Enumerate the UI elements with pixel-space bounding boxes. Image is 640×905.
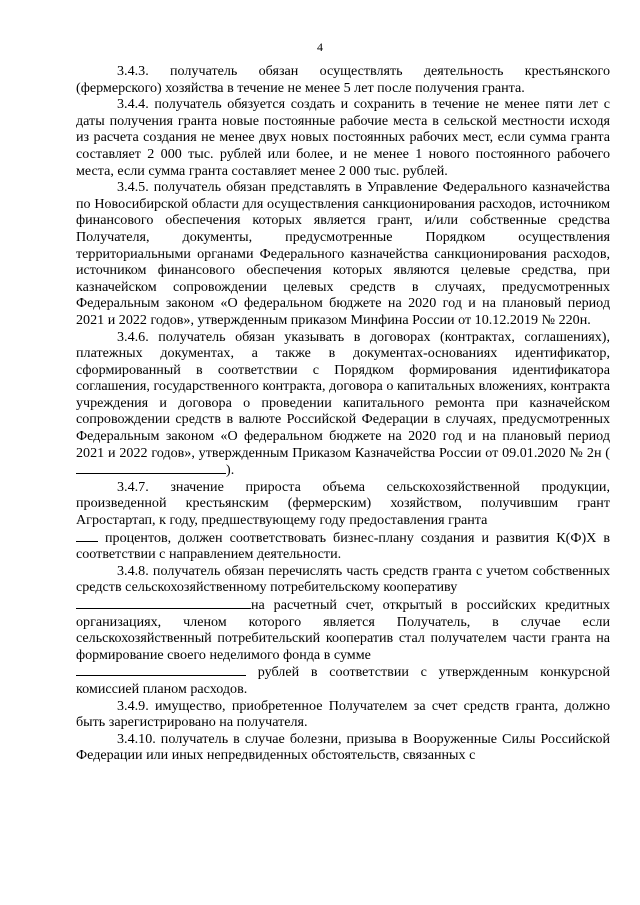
paragraph-3-4-6 xyxy=(76,329,610,479)
paragraph-3-4-8-amount-text: рублей в соответствии с утвержденным конкурсной комиссией планом расходов. xyxy=(76,664,610,697)
paragraph-3-4-4: 3.4.4. получатель обязуется создать и сохранить в течение не менее пяти лет с даты получения гранта новые постоянные рабочие места в сельской местности исходя из расчета создания не менее двух новых постоянных рабочих мест, если сумма гранта составляет 2 000 тыс. рублей или более, и не менее 1 нового постоянного рабочего места, если сумма гранта составляет менее 2 000 тыс. рублей. xyxy=(76,96,610,179)
blank-field xyxy=(76,596,251,609)
paragraph-3-4-8-cont-text: на расчетный счет, открытый в российских кредитных организациях, членом которого является Получатель, в случае если сельскохозяйственный потребительский кооператив стал получателем части гранта на формирование своего неделимого фонда в сумме xyxy=(76,597,610,663)
page-number: 4 xyxy=(317,40,323,54)
paragraph-3-4-7: 3.4.7. значение прироста объема сельскохозяйственной продукции, произведенной крестьянским (фермерским) хозяйством, получившим грант Агростартап, к году, предшествующему году предоставления гранта xyxy=(76,478,610,529)
paragraph-3-4-7-cont-text: процентов, должен соответствовать бизнес-плану создания и развития К(Ф)Х в соответствии с направлением деятельности. xyxy=(76,529,610,563)
closing-parenthesis: ). xyxy=(226,462,235,479)
paragraph-3-4-8: 3.4.8. получатель обязан перечислять часть средств гранта с учетом собственных средств сельскохозяйственному потребительскому кооперативу xyxy=(76,562,610,596)
paragraph-3-4-9: 3.4.9. имущество, приобретенное Получателем за счет средств гранта, должно быть зарегистрировано на получателя. xyxy=(76,697,610,731)
document-body xyxy=(76,63,610,764)
blank-field xyxy=(76,529,98,542)
blank-field xyxy=(76,663,246,676)
paragraph-3-4-8-cont xyxy=(76,596,610,663)
paragraph-3-4-3: 3.4.3. получатель обязан осуществлять деятельность крестьянского (фермерского) хозяйства в течение не менее 5 лет после получения гранта. xyxy=(76,63,610,96)
paragraph-3-4-8-amount xyxy=(76,663,610,697)
paragraph-3-4-5: 3.4.5. получатель обязан представлять в Управление Федерального казначейства по Новосибирской области для осуществления санкционирования расходов, источником финансового обеспечения которых является грант, и/или собственные средства Получателя, документы, предусмотренные Порядком осуществления территориальными органами Федерального казначейства санкционирования расходов, источником финансового обеспечения которых являются целевые средства, при казначейском сопровождении целевых средств в случаях, предусмотренных Федеральным законом «О федеральном бюджете на 2020 год и на плановый период 2021 и 2022 годов», утвержденным приказом Минфина России от 10.12.2019 № 220н. xyxy=(76,179,610,328)
paragraph-3-4-7-cont xyxy=(76,529,610,563)
paragraph-3-4-6-text: 3.4.6. получатель обязан указывать в договорах (контрактах, соглашениях), платежных документах, а также в документах-основаниях идентификатор, сформированный в соответствии с Порядком формирования идентификатора соглашения, государственного контракта, договора о капитальных вложениях, контракта учреждения и договора о проведении капитального ремонта при казначейском сопровождении средств в валюте Российской Федерации в случаях, предусмотренных Федеральным законом «О федеральном бюджете на 2020 год и на плановый период 2021 и 2022 годов», утвержденным Приказом Казначейства России от 09.01.2020 № 2н ( xyxy=(76,328,610,461)
blank-field xyxy=(76,461,226,474)
paragraph-3-4-10: 3.4.10. получатель в случае болезни, призыва в Вооруженные Силы Российской Федерации или иных непредвиденных обстоятельств, связанных с xyxy=(76,730,610,764)
